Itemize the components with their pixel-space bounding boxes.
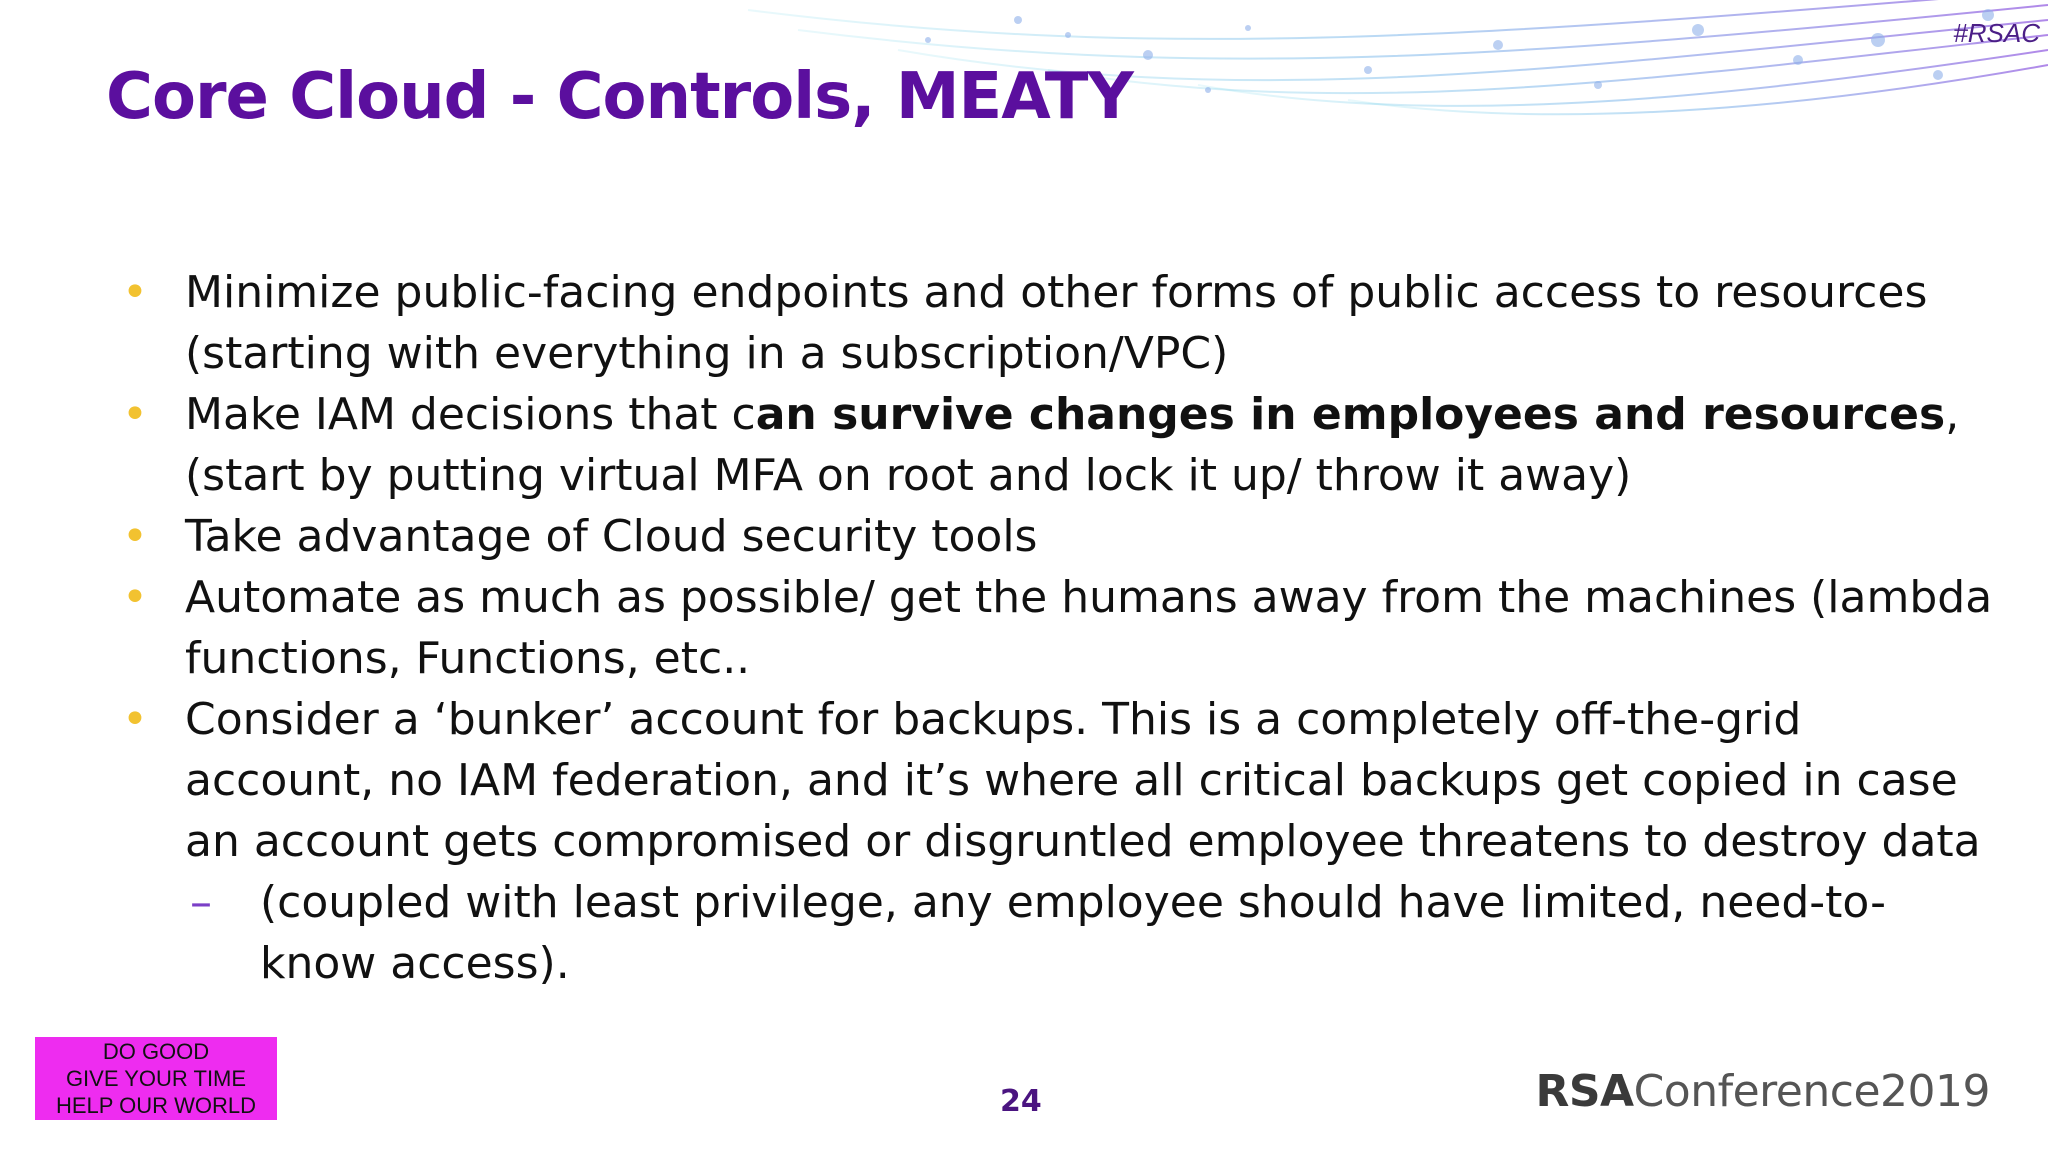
page-number: 24 [1000,1084,1042,1119]
bullet-item [120,262,2000,384]
bullet-list [120,262,2000,994]
sub-bullet-item [120,872,2000,994]
bullet-marker: • [122,511,148,562]
bullet-marker: • [122,572,148,623]
do-good-badge [35,1037,277,1120]
sub-bullet-marker: – [190,877,212,928]
logo-brand: RSA [1535,1066,1634,1117]
rsa-conference-logo [1535,1066,1990,1117]
bullet-text-bold: an survive changes in employees and resources [755,389,1946,440]
bullet-marker: • [122,389,148,440]
bullet-text: Minimize public-facing endpoints and other forms of public access to resources (starting with everything in a subscription/VPC) [185,267,1928,379]
bullet-marker: • [122,267,148,318]
bullet-text-pre: Make IAM decisions that c [185,389,756,440]
bullet-item [120,506,2000,567]
badge-line: DO GOOD [102,1039,210,1064]
bullet-text: Consider a ‘bunker’ account for backups. This is a completely off-the-grid account, no IAM federation, and it’s where all critical backups get copied in case an account gets compromised or disgruntled employee threatens to destroy data [185,694,1981,867]
bullet-marker: • [122,694,148,745]
badge-line: HELP OUR WORLD [55,1093,257,1118]
bullet-text-post: , (start by putting virtual MFA on root and lock it up/ throw it away) [185,389,1960,501]
bullet-text: Automate as much as possible/ get the humans away from the machines (lambda functions, Functions, etc.. [185,572,1993,684]
slide-title: Core Cloud - Controls, MEATY [106,60,1133,134]
badge-line: GIVE YOUR TIME [65,1066,247,1091]
bullet-item [120,689,2000,872]
sub-bullet-text: (coupled with least privilege, any employee should have limited, need-to-know access). [260,877,1887,989]
hashtag-label: #RSAC [1953,18,2040,48]
logo-text: Conference2019 [1633,1066,1990,1117]
bullet-item [120,567,2000,689]
bullet-item [120,384,2000,506]
bullet-text: Take advantage of Cloud security tools [185,511,1038,562]
